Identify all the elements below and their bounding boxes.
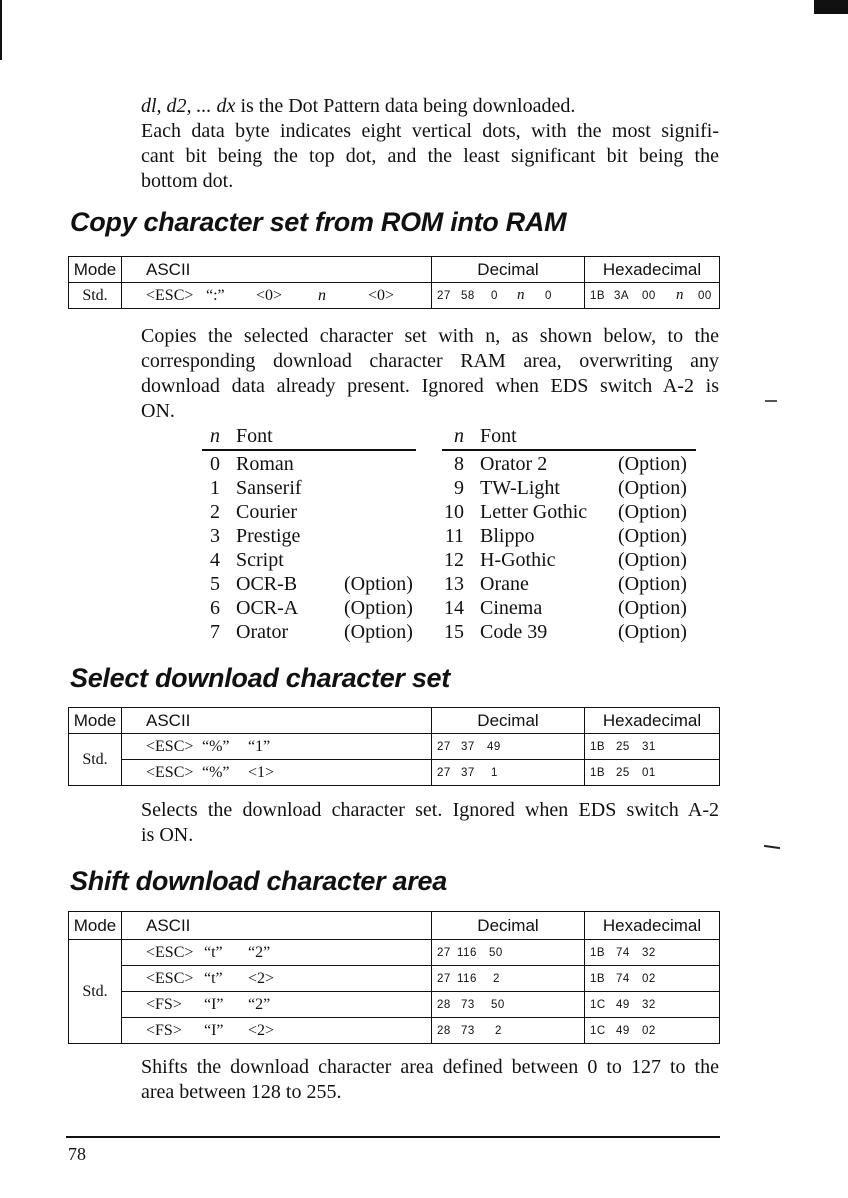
hex-cell — [585, 992, 720, 1018]
desc-line: download data already present. Ignored when EDS switch A-2 is — [141, 375, 719, 397]
font-name: Orator — [236, 621, 289, 643]
decimal-value: 37 — [461, 740, 475, 753]
font-header-rule-left — [202, 449, 416, 451]
font-rows — [198, 452, 708, 644]
ascii-token: n — [318, 286, 326, 304]
decimal-value: 27 — [437, 766, 451, 779]
desc-line: corresponding download character RAM area, overwriting any — [141, 350, 719, 372]
section3-heading: Shift download character area — [70, 866, 447, 896]
ascii-header: ASCII — [122, 912, 432, 940]
scan-edge-mark — [0, 0, 2, 60]
font-row — [198, 500, 708, 524]
decimal-header: Decimal — [432, 257, 585, 283]
hex-cell — [585, 734, 720, 760]
font-number: 1 — [210, 477, 220, 499]
decimal-value: 116 — [457, 946, 477, 959]
font-number: 3 — [210, 525, 220, 547]
font-name: Code 39 — [480, 621, 548, 643]
decimal-cell — [432, 283, 585, 309]
font-name: Prestige — [236, 525, 301, 547]
font-row — [198, 524, 708, 548]
ascii-token: <ESC> — [146, 286, 194, 304]
scan-corner-mark — [814, 0, 848, 14]
hex-value: 74 — [616, 946, 630, 959]
section2-description — [141, 798, 719, 848]
font-name: Orator 2 — [480, 453, 548, 475]
ascii-cell — [122, 760, 432, 786]
footer-rule — [66, 1136, 720, 1138]
font-row — [198, 572, 708, 596]
font-number: 13 — [444, 573, 464, 595]
hex-value: 00 — [698, 290, 712, 302]
desc-line: Shifts the download character area defined between 0 to 127 to the — [141, 1056, 719, 1078]
decimal-value: 50 — [489, 946, 503, 959]
ascii-token: <FS> — [146, 1021, 182, 1039]
hex-value: 00 — [642, 290, 656, 302]
mode-header: Mode — [69, 257, 122, 283]
decimal-value: 27 — [437, 740, 451, 753]
hex-cell — [585, 940, 720, 966]
hex-header: Hexadecimal — [585, 912, 720, 940]
font-number: 0 — [210, 453, 220, 475]
hex-value: 1B — [590, 290, 606, 302]
section1-description — [141, 324, 719, 424]
table-row — [69, 734, 720, 760]
hex-header: Hexadecimal — [585, 257, 720, 283]
font-note: (Option) — [618, 621, 687, 643]
font-number: 7 — [210, 621, 220, 643]
ascii-token: “I” — [204, 995, 224, 1013]
font-row — [198, 548, 708, 572]
ascii-token: “t” — [204, 943, 223, 961]
decimal-value: 73 — [461, 1024, 475, 1037]
decimal-value: 28 — [437, 1024, 451, 1037]
ascii-token: “:” — [206, 286, 225, 304]
decimal-value: 0 — [491, 290, 498, 302]
intro-line2: Each data byte indicates eight vertical dots, with the most signifi- — [141, 120, 719, 142]
decimal-cell — [432, 940, 585, 966]
decimal-value: 2 — [495, 1024, 502, 1037]
desc-line: area between 128 to 255. — [141, 1081, 342, 1103]
ascii-token: <ESC> — [146, 737, 194, 755]
font-note: (Option) — [618, 477, 687, 499]
table-row — [69, 966, 720, 992]
font-name: Script — [236, 549, 284, 571]
ascii-token: <0> — [256, 286, 283, 304]
ascii-cell — [122, 940, 432, 966]
page-number: 78 — [68, 1144, 86, 1164]
ascii-token: <2> — [248, 1021, 275, 1039]
ascii-token: <0> — [368, 286, 395, 304]
section2-heading: Select download character set — [70, 663, 450, 693]
font-number: 5 — [210, 573, 220, 595]
ascii-cell — [122, 992, 432, 1018]
font-name: OCR-A — [236, 597, 299, 619]
hex-value: 49 — [616, 1024, 630, 1037]
ascii-token: “2” — [248, 995, 271, 1013]
font-name: Sanserif — [236, 477, 302, 499]
intro-line3: cant bit being the top dot, and the least significant bit being the — [141, 145, 719, 167]
ascii-cell — [122, 734, 432, 760]
ascii-token: “1” — [248, 737, 271, 755]
hex-value: 02 — [642, 972, 656, 985]
ascii-token: “%” — [202, 763, 230, 781]
decimal-value: 37 — [461, 766, 475, 779]
decimal-value: 58 — [461, 290, 475, 302]
ascii-cell — [122, 966, 432, 992]
mode-header: Mode — [69, 708, 122, 734]
mode-cell: Std. — [69, 734, 122, 786]
desc-line: Selects the download character set. Ignored when EDS switch A-2 — [141, 799, 719, 821]
font-note: (Option) — [344, 621, 413, 643]
hex-cell — [585, 1018, 720, 1044]
font-name: TW-Light — [480, 477, 560, 499]
decimal-value: 116 — [457, 972, 477, 985]
hex-value: 02 — [642, 1024, 656, 1037]
font-name: OCR-B — [236, 573, 298, 595]
font-number: 15 — [444, 621, 464, 643]
ascii-cell — [122, 283, 432, 309]
ascii-token: <2> — [248, 969, 275, 987]
ascii-header: ASCII — [122, 708, 432, 734]
section3-command-table — [68, 911, 720, 1044]
section1-heading: Copy character set from ROM into RAM — [70, 207, 567, 237]
intro-line1: is the Dot Pattern data being downloaded. — [235, 95, 576, 117]
hex-value: 1B — [590, 972, 606, 985]
font-number: 12 — [444, 549, 464, 571]
table-row — [69, 760, 720, 786]
ascii-token: “I” — [204, 1021, 224, 1039]
hex-value: 1B — [590, 946, 606, 959]
ascii-token: <ESC> — [146, 763, 194, 781]
decimal-header: Decimal — [432, 708, 585, 734]
hex-value: 1C — [590, 1024, 606, 1037]
decimal-cell — [432, 760, 585, 786]
decimal-value: 50 — [491, 998, 505, 1011]
hex-value: 1C — [590, 998, 606, 1011]
decimal-cell — [432, 966, 585, 992]
font-number: 9 — [454, 477, 464, 499]
font-header-right: Font — [480, 425, 517, 447]
table-header-row — [69, 708, 720, 734]
font-header-rule-right — [442, 449, 696, 451]
n-header-right: n — [454, 425, 464, 447]
decimal-value: 0 — [545, 290, 552, 302]
font-note: (Option) — [618, 525, 687, 547]
font-number: 10 — [444, 501, 464, 523]
hex-value: 25 — [616, 766, 630, 779]
hex-cell — [585, 283, 720, 309]
decimal-value: 2 — [493, 972, 500, 985]
hex-value: 1B — [590, 766, 606, 779]
hex-value: 74 — [616, 972, 630, 985]
table-row — [69, 283, 720, 309]
ascii-header: ASCII — [122, 257, 432, 283]
decimal-value: 1 — [491, 766, 498, 779]
ascii-token: “t” — [204, 969, 223, 987]
hex-cell — [585, 760, 720, 786]
font-number: 14 — [444, 597, 464, 619]
font-table-header — [198, 424, 708, 448]
ascii-cell — [122, 1018, 432, 1044]
table-row — [69, 940, 720, 966]
ascii-token: “%” — [202, 737, 230, 755]
ascii-token: <ESC> — [146, 969, 194, 987]
table-row — [69, 1018, 720, 1044]
font-name: Letter Gothic — [480, 501, 588, 523]
n-header-left: n — [210, 425, 220, 447]
ascii-token: “2” — [248, 943, 271, 961]
decimal-cell — [432, 992, 585, 1018]
decimal-header: Decimal — [432, 912, 585, 940]
hex-cell — [585, 966, 720, 992]
font-name: H-Gothic — [480, 549, 556, 571]
intro-lead: dl, d2, ... dx — [141, 95, 236, 117]
ascii-token: <ESC> — [146, 943, 194, 961]
decimal-value: n — [517, 287, 525, 303]
hex-value: 01 — [642, 766, 656, 779]
mode-cell: Std. — [69, 283, 122, 309]
font-number: 6 — [210, 597, 220, 619]
ascii-token: <FS> — [146, 995, 182, 1013]
section1-command-table — [68, 256, 720, 309]
intro-line4: bottom dot. — [141, 170, 234, 192]
font-number: 4 — [210, 549, 220, 571]
decimal-value: 27 — [437, 946, 451, 959]
decimal-value: 27 — [437, 972, 451, 985]
mode-cell: Std. — [69, 940, 122, 1044]
font-name: Orane — [480, 573, 529, 595]
hex-value: 3A — [614, 290, 630, 302]
decimal-cell — [432, 1018, 585, 1044]
section2-command-table — [68, 707, 720, 786]
font-name: Roman — [236, 453, 294, 475]
table-header-row — [69, 912, 720, 940]
hex-value: 49 — [616, 998, 630, 1011]
hex-value: 25 — [616, 740, 630, 753]
decimal-value: 28 — [437, 998, 451, 1011]
font-note: (Option) — [618, 501, 687, 523]
table-header-row — [69, 257, 720, 283]
font-note: (Option) — [344, 573, 413, 595]
font-note: (Option) — [344, 597, 413, 619]
font-row — [198, 452, 708, 476]
font-name: Blippo — [480, 525, 535, 547]
decimal-cell — [432, 734, 585, 760]
font-row — [198, 620, 708, 644]
section3-description — [141, 1055, 719, 1105]
hex-header: Hexadecimal — [585, 708, 720, 734]
margin-mark — [764, 845, 780, 849]
font-number: 2 — [210, 501, 220, 523]
hex-value: 1B — [590, 740, 606, 753]
decimal-value: 27 — [437, 290, 451, 302]
font-row — [198, 476, 708, 500]
font-list-table — [198, 424, 708, 644]
decimal-value: 73 — [461, 998, 475, 1011]
font-note: (Option) — [618, 573, 687, 595]
mode-header: Mode — [69, 912, 122, 940]
font-name: Courier — [236, 501, 298, 523]
hex-value: 31 — [642, 740, 656, 753]
desc-line: Copies the selected character set with n, as shown below, to the — [141, 325, 719, 347]
table-row — [69, 992, 720, 1018]
font-name: Cinema — [480, 597, 543, 619]
decimal-value: 49 — [487, 740, 501, 753]
font-row — [198, 596, 708, 620]
font-header-left: Font — [236, 425, 273, 447]
margin-mark — [765, 400, 777, 402]
ascii-token: <1> — [248, 763, 275, 781]
hex-value: 32 — [642, 998, 656, 1011]
desc-line: ON. — [141, 400, 175, 422]
intro-paragraph — [141, 94, 719, 194]
font-number: 8 — [454, 453, 464, 475]
font-note: (Option) — [618, 597, 687, 619]
font-note: (Option) — [618, 453, 687, 475]
hex-value: n — [676, 287, 684, 303]
hex-value: 32 — [642, 946, 656, 959]
font-note: (Option) — [618, 549, 687, 571]
font-number: 11 — [444, 525, 464, 547]
desc-line: is ON. — [141, 824, 194, 846]
